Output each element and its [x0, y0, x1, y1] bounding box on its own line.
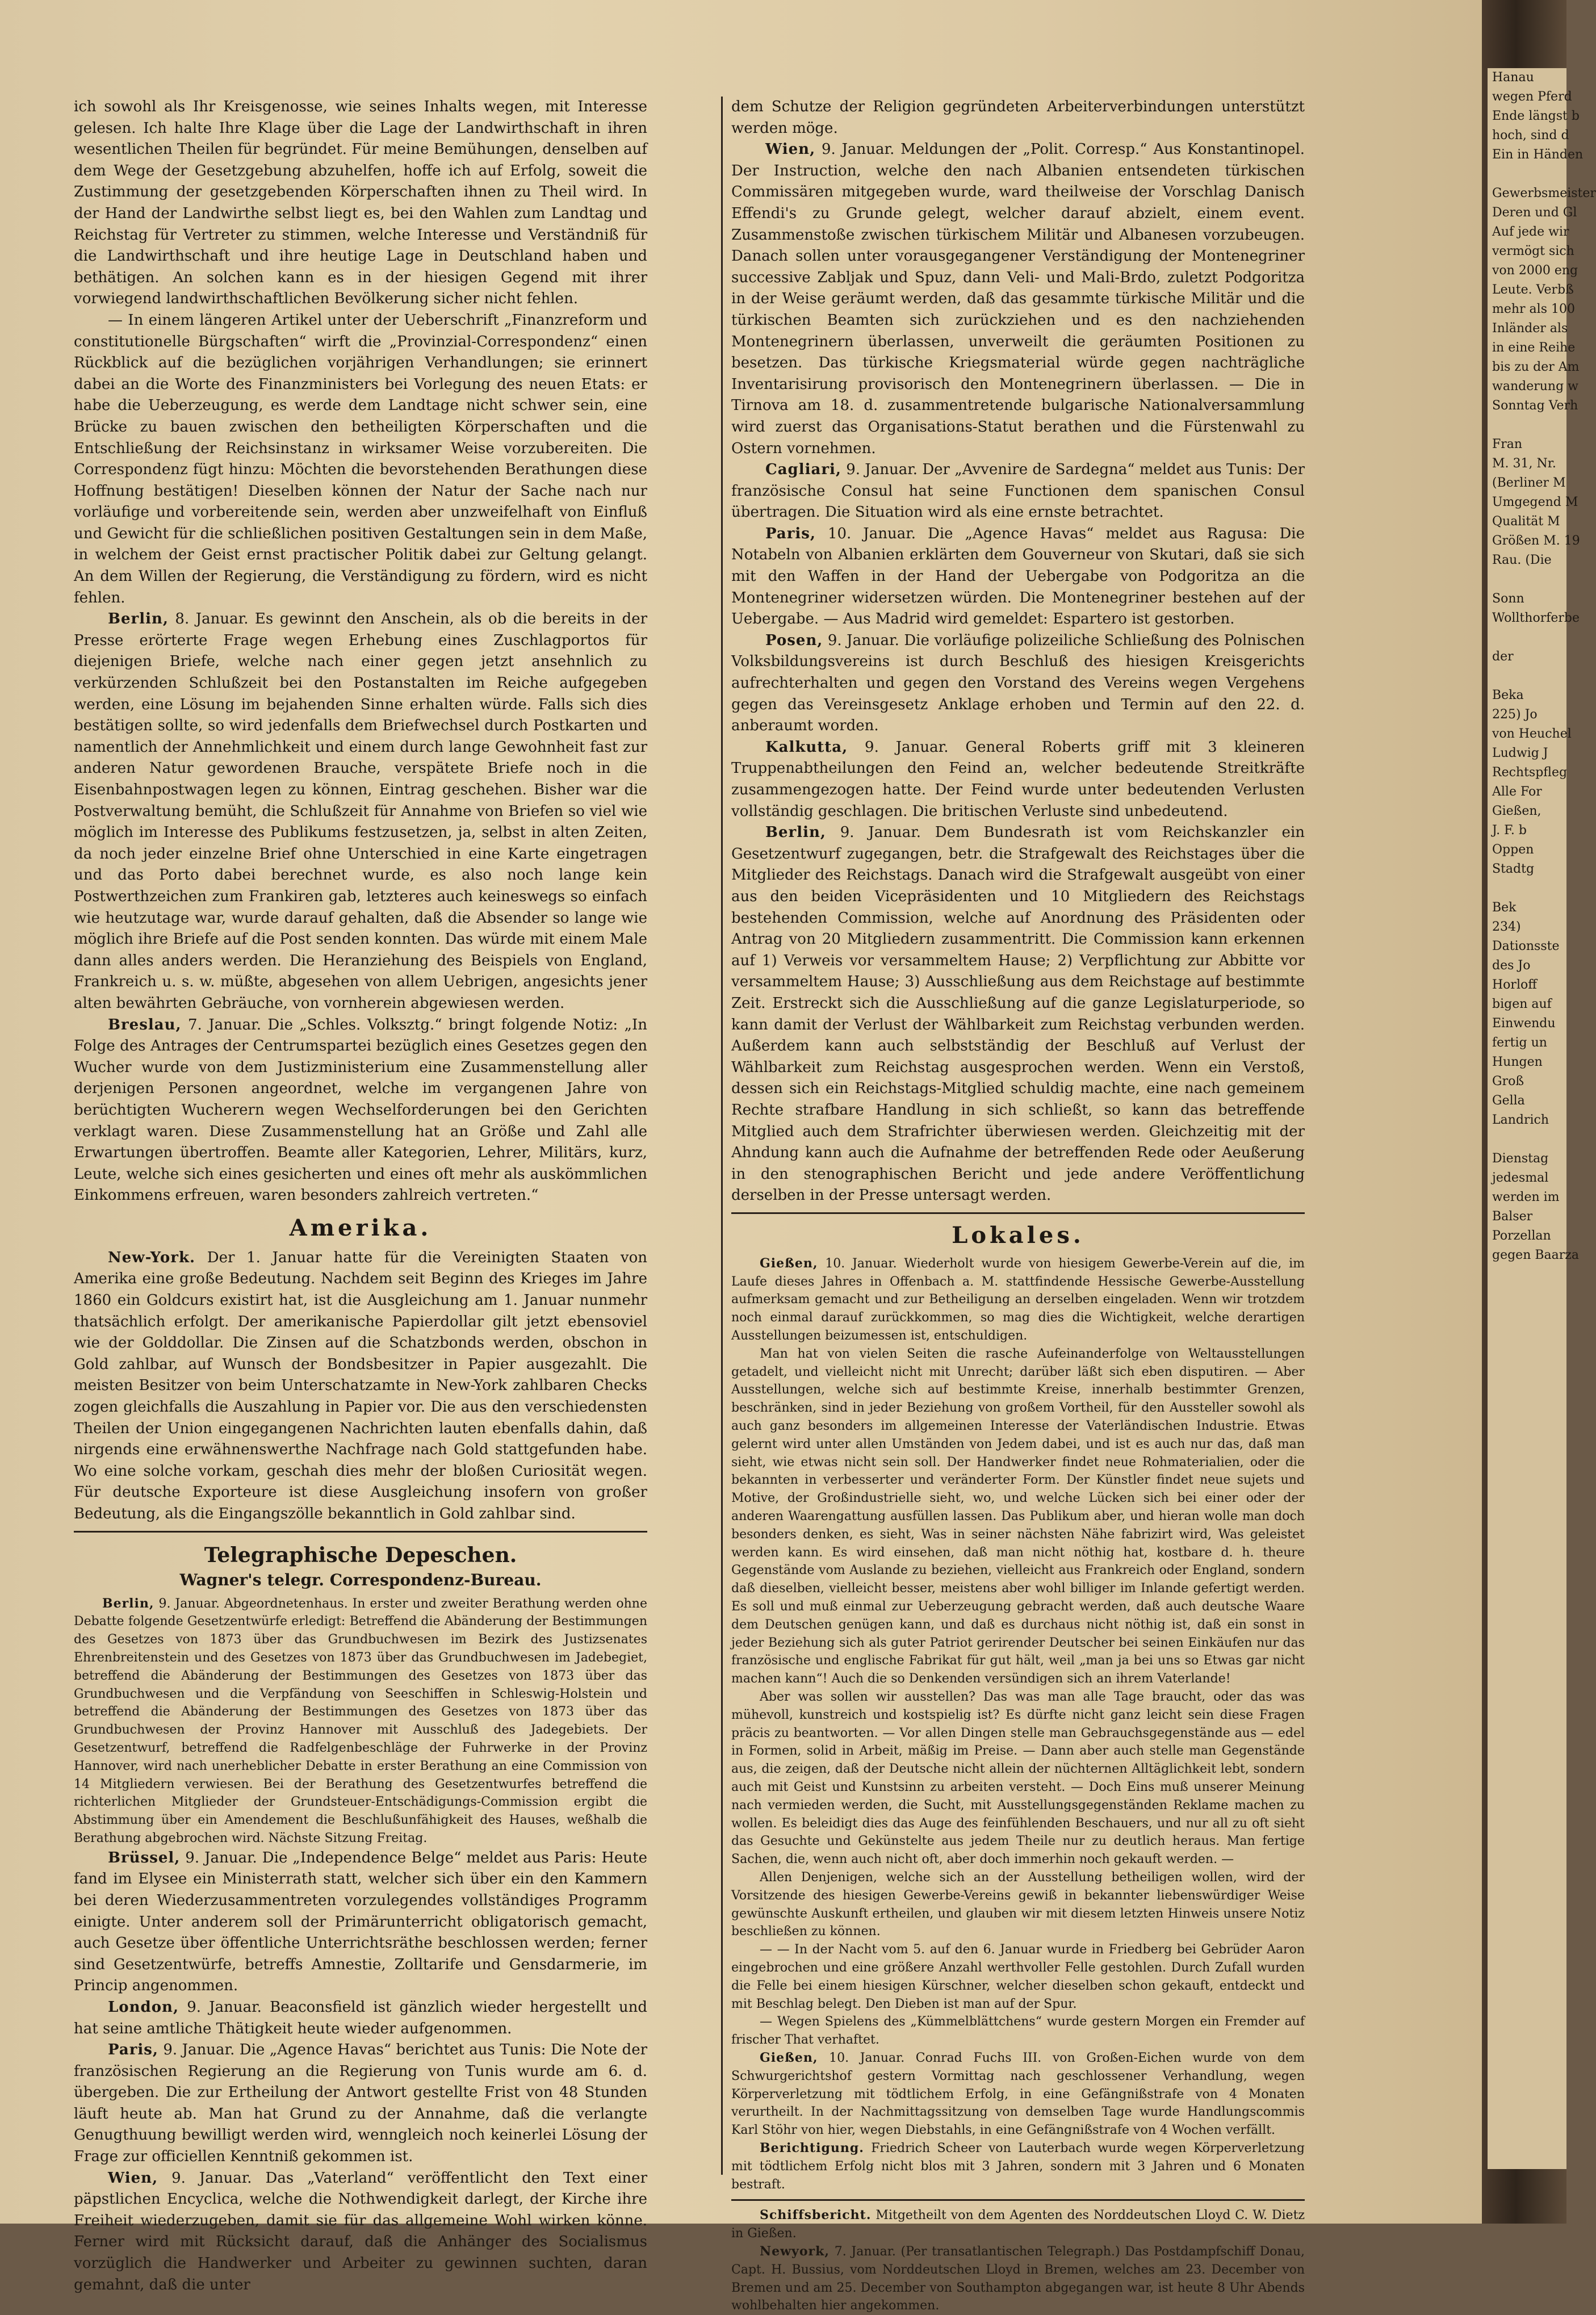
left-column [74, 97, 647, 2296]
fragment-line: Größen M. 19 [1492, 534, 1580, 548]
fragment-line: Gießen, [1492, 804, 1541, 818]
news-text: 7. Januar. (Per transatlantischen Telegraph.) Das Postdampfschiff Donau, Capt. H. Bussius, vom Norddeutschen Lloyd in Bremen, welches am 23. December von Bremen und am 25. December von Southampton abgegangen war, ist heute 8 Uhr Abends wohlbehalten hier angekommen. [731, 2244, 1305, 2313]
dateline: Kalkutta, [765, 738, 848, 756]
news-text: 9. Januar. Die „Independence Belge“ meldet aus Paris: Heute fand im Elysee ein Ministerrath statt, welcher sich über ein den Kammern bei deren Wiederzusammentreten vorzulegendes vollständiges Programm einigte. Unter anderem soll der Primärunterricht obligatorisch gemacht, auch Gesetze über öffentliche Unterrichtsräthe beschlossen werden; ferner sind Gesetzentwürfe, betreffs Amnestie, Zolltarife und Gensdarmerie, im Princip angenommen. [74, 1849, 648, 1995]
fragment-line: Ludwig J [1492, 746, 1548, 760]
fragment-line: Rau. (Die [1492, 553, 1552, 567]
fragment-line: Ende längst b [1492, 109, 1580, 123]
news-item-tel-berlin [74, 1595, 647, 1848]
dateline: Schiffsbericht. [760, 2208, 872, 2223]
news-text: 9. Januar. Dem Bundesrath ist vom Reichskanzler ein Gesetzentwurf zugegangen, betr. die Strafgewalt des Reichstages über die Mitglieder des Reichstags. Danach wird die Strafgewalt ausgeübt von einer aus den beiden Vicepräsidenten und 10 Mitgliedern des Reichstags bestehenden Commission, welche auf Anordnung des Präsidenten oder Antrag von 20 Mitgliedern zusammentritt. Die Commission kann erkennen auf 1) Verweis vor versammeltem Hause; 2) Verpflichtung zur Abbitte vor versammeltem Hause; 3) Ausschließung aus dem Reichstage auf bestimmte Zeit. Erstreckt sich die Ausschließung auf die ganze Legislaturperiode, so kann damit der Verlust der Wählbarkeit zum Reichstag verbunden werden. Außerdem kann auch selbstständig der Beschluß auf Verlust der Wählbarkeit zum Reichstag ausgesprochen werden. Wenn ein Verstoß, dessen sich ein Reichstags-Mitglied schuldig machte, eine nach gemeinem Rechte strafbare Handlung in sich schließt, so kann das betreffende Mitglied auch dem Strafrichter überwiesen werden. Gleichzeitig mit der Ahndung kann auch die Aufnahme der betreffenden Rede oder Aeußerung in den stenographischen Bericht und jede andere Veröffentlichung derselben in der Presse untersagt werden. [731, 824, 1305, 1204]
fragment-line: Alle For [1492, 785, 1542, 799]
fragment-line: Umgegend M [1492, 495, 1578, 509]
divider [731, 1212, 1305, 1214]
fragment-line: Dienstag [1492, 1152, 1549, 1166]
fragment-line: Beka [1492, 688, 1524, 702]
news-item-newyork [731, 2243, 1305, 2315]
news-text: 8. Januar. Es gewinnt den Anschein, als ob die bereits in der Presse erörterte Frage wegen Erhebung eines Zuschlagportos für diejenigen Briefe, welche nach einer gegen jetzt ansehnlich zu verkürzenden Schlußzeit bei den Postanstalten im Reiche aufgegeben werden, eine Lösung im bejahenden Sinne erhalten würde. Falls sich dies bestätigen sollte, so wird jedenfalls dem Briefwechsel durch Postkarten und namentlich der Annehmlichkeit und einem durch lange Gewohnheit fast zur anderen Natur gewordenen Brauche, verspätete Briefe noch in die Eisenbahnpostwagen legen zu können, Eintrag geschehen. Bisher war die Postverwaltung bemüht, die Schlußzeit für Annahme von Briefen so viel wie möglich im Interesse des Publikums festzusetzen, ja, selbst in alten Zeiten, da noch jeder einzelne Brief ohne Unterschied in eine Karte eingetragen und das Porto dabei berechnet wurde, es also noch lange kein Postwerthzeichen zum Frankiren gab, letzteres auch keineswegs so einfach wie heutzutage war, wurde darauf gehalten, daß die Absender so lange wie möglich ihre Briefe auf die Post senden konnten. Das würde mit einem Male dann alles anders werden. Die Heranziehung des Beispiels von England, Frankreich u. s. w. müßte, abgesehen von allem Uebrigen, angesichts jener alten bewährten Gebräuche, von vornherein abgewiesen werden. [74, 610, 648, 1012]
dateline: Berichtigung. [760, 2140, 864, 2155]
news-text: Friedrich Scheer von Lauterbach wurde wegen Körperverletzung mit tödtlichem Erfolg nicht blos mit 3 Jahren, sondern mit 3 Jahren und 6 Monaten bestraft. [731, 2141, 1305, 2192]
news-item-kalkutta [731, 737, 1305, 822]
fragment-line: Bek [1492, 901, 1517, 915]
fragment-line [1492, 667, 1566, 686]
fragment-line [1492, 1130, 1566, 1149]
right-column [731, 97, 1305, 2315]
divider [74, 1531, 647, 1533]
telegraph-berlin-block [74, 1595, 647, 1848]
fragment-line: mehr als 100 [1492, 302, 1575, 316]
fragment-line: M. 31, Nr. [1492, 457, 1556, 471]
column-divider [721, 97, 723, 2175]
news-text: 10. Januar. Conrad Fuchs III. von Großen-Eichen wurde von dem Schwurgerichtshof gestern Vormittag nach geschlossener Verhandlung, wegen Körperverletzung mit tödtlichem Erfolg, in eine Gefängnißstrafe von 4 Monaten verurtheilt. In der Nachmittagssitzung von demselben Tage wurde Handlungscommis Karl Stöhr von hier, wegen Diebstahls, in eine Gefängnißstrafe von 4 Wochen verfällt. [731, 2050, 1305, 2138]
news-text: 9. Januar. Die „Agence Havas“ berichtet aus Tunis: Die Note der französischen Regierung an die Regierung von Tunis wurde am 6. d. übergeben. Die zur Ertheilung der Antwort gestellte Frist von 48 Stunden läuft heute ab. Man hat Grund zu der Annahme, daß die verlangte Genugthuung bewilligt werden wird, wenngleich noch keinerlei Lösung der Frage zur officiellen Kenntniß gekommen ist. [74, 2041, 648, 2166]
news-item-breslau [74, 1015, 647, 1207]
adjacent-page-fragment [1488, 68, 1596, 2169]
fragment-line: werden im [1492, 1190, 1560, 1204]
fragment-line: Hungen [1492, 1055, 1543, 1069]
news-text: 9. Januar. Die vorläufige polizeiliche Schließung des Polnischen Volksbildungsvereins ist durch Beschluß des hiesigen Kreisgerichts aufrechterhalten und gegen den Vorstand des Vereins wegen Vergehens gegen das Vereinsgesetz Anklage erhoben und Termin auf den 22. d. anberaumt worden. [731, 631, 1305, 735]
fragment-line: Leute. Verbß [1492, 283, 1574, 297]
fragment-line: 234) [1492, 920, 1521, 934]
fragment-line: Deren und Gl [1492, 206, 1577, 220]
fragment-line: Landrich [1492, 1113, 1549, 1127]
fragment-line: Oppen [1492, 843, 1534, 857]
fragment-line: bigen auf [1492, 997, 1552, 1011]
paragraph: ich sowohl als Ihr Kreisgenosse, wie seines Inhalts wegen, mit Interesse gelesen. Ich halte Ihre Klage über die Lage der Landwirthschaft in ihren wesentlichen Theilen für begründet. Für meine Bemühungen, denselben auf dem Wege der Gesetzgebung abzuhelfen, hoffe ich auf Erfolg, soweit die Zustimmung der gesetzgebenden Körperschaften ihnen zu Theil wird. In der Hand der Landwirthe selbst liegt es, bei den Wahlen zum Landtag und Reichstag für Vertreter zu stimmen, welche Interesse und Verständniß für die Landwirthschaft und ihre heutige Lage in Deutschland haben und bethätigen. An solchen kann es in der hiesigen Gegend mit ihrer vorwiegend landwirthschaftlichen Bevölkerung sicher nicht fehlen. [74, 98, 647, 308]
fragment-line: Fran [1492, 437, 1523, 451]
fragment-line: bis zu der Am [1492, 360, 1580, 374]
paragraph: — Wegen Spielens des „Kümmelblättchens“ wurde gestern Morgen ein Fremder auf frischer That verhaftet. [731, 2015, 1305, 2048]
paragraph: dem Schutze der Religion gegründeten Arbeiterverbindungen unterstützt werden möge. [731, 98, 1305, 137]
news-item-berichtigung [731, 2140, 1305, 2193]
fragment-line: von 2000 eng [1492, 263, 1578, 278]
fragment-line: Groß [1492, 1074, 1524, 1089]
lokales-block [731, 1255, 1305, 2315]
news-text: 9. Januar. Der „Avvenire de Sardegna“ meldet aus Tunis: Der französische Consul hat seine Functionen dem spanischen Consul übertragen. Die Situation wird als eine ernste betrachtet. [731, 461, 1305, 521]
fragment-line: wegen Pferd [1492, 90, 1572, 104]
fragment-line [1492, 628, 1566, 647]
divider [731, 2199, 1305, 2201]
news-item-newyork [74, 1247, 647, 1525]
news-text: 10. Januar. Wiederholt wurde von hiesigem Gewerbe-Verein auf die, im Laufe dieses Jahres in Offenbach a. M. stattfindende Hessische Gewerbe-Ausstellung aufmerksam gemacht und zur Betheiligung an derselben eingeladen. Wenn wir trotzdem noch einmal darauf zurückkommen, so mag dies die Wichtigkeit, welche derartigen Ausstellungen beizumessen ist, entschuldigen. [731, 1256, 1305, 1343]
paragraph: — — In der Nacht vom 5. auf den 6. Januar wurde in Friedberg bei Gebrüder Aaron eingebrochen und eine größere Anzahl werthvoller Felle gestohlen. Durch Zufall wurden die Felle bei einem hiesigen Kürschner, welcher dieselben schon gekauft, entdeckt und mit Beschlag belegt. Den Dieben ist man auf der Spur. [731, 1943, 1305, 2011]
fragment-line: Wollthorferbe [1492, 611, 1580, 625]
fragment-line: Qualität M [1492, 514, 1560, 529]
fragment-line: Hanau [1492, 70, 1534, 85]
fragment-line: (Berliner M [1492, 476, 1566, 490]
dateline: Breslau, [108, 1016, 182, 1033]
fragment-line: fertig un [1492, 1036, 1547, 1050]
news-text: 10. Januar. Die „Agence Havas“ meldet aus Ragusa: Die Notabeln von Albanien erklärten dem Gouverneur von Skutari, daß sie sich mit den Waffen in der Hand der Uebergabe von Podgoritza an die Montenegriner widersetzen würden. Die Montenegriner bestehen auf der Uebergabe. — Aus Madrid wird gemeldet: Espartero ist gestorben. [731, 525, 1305, 628]
dateline: Paris, [765, 525, 816, 542]
news-item-schiffsbericht [731, 2207, 1305, 2243]
paragraph: — In einem längeren Artikel unter der Ueberschrift „Finanzreform und constitutionelle Bürgschaften“ wirft die „Provinzial-Correspondenz“ einen Rückblick auf die bezüglichen vorjährigen Verhandlungen; sie erinnert dabei an die Worte des Finanzministers bei Vorlegung des neuen Etats: er habe die Ueberzeugung, es werde dem Landtage nicht schwer sein, eine Brücke zu bauen zwischen den betheiligten Körperschaften und die Entschließung der Reichsinstanz in wirksamer Weise vorzubereiten. Die Correspondenz fügt hinzu: Möchten die bevorstehenden Berathungen diese Hoffnung bestätigen! Dieselben können der Natur der Sache nach nur vorläufige und vorbereitende sein, werden aber unzweifelhaft von Einfluß und Gewicht für die schließlichen positiven Gestaltungen sein in dem Maße, in welchem der Geist ernst practischer Politik dabei zur Geltung gelangt. An dem Willen der Regierung, die Verständigung zu fördern, wird es nicht fehlen. [74, 311, 647, 606]
news-item-berlin [731, 822, 1305, 1207]
section-heading-lokales: Lokales. [952, 1221, 1084, 1249]
news-item-bruessel [74, 1848, 647, 1997]
fragment-line: wanderung w [1492, 379, 1578, 393]
fragment-line [1492, 416, 1566, 435]
news-item-paris [731, 524, 1305, 630]
dateline: Wien, [765, 141, 816, 158]
news-text: 9. Januar. Das „Vaterland“ veröffentlicht den Text einer päpstlichen Encyclica, welche die Nothwendigkeit darlegt, der Kirche ihre Freiheit wiederzugeben, damit sie für das allgemeine Wohl wirken könne. Ferner wird mit Rücksicht darauf, daß die Anhänger des Socialismus vorzüglich die Handwerker und Arbeiter zu gewinnen suchten, daran gemahnt, daß die unter [74, 2169, 647, 2293]
news-text: 9. Januar. Meldungen der „Polit. Corresp.“ Aus Konstantinopel. Der Instruction, welche den nach Albanien entsendeten türkischen Commissären mitgegeben wurde, ward theilweise der Vorschlag Danisch Effendi's zu Grunde gelegt, welcher darauf abzielt, einem event. Zusammenstoße zwischen türkischem Militär und Albanesen vorzubeugen. Danach sollen unter vorausgegangener Verständigung der Montenegriner successive Zabljak und Spuz, dann Veli- und Mali-Brdo, zuletzt Podgoritza in der Weise geräumt werden, daß das gesammte türkische Militär und die türkischen Beamten sich zurückziehen und es den nachziehenden Montenegrinern überlassen, unverweilt die geräumten Positionen zu besetzen. Das türkische Kriegsmaterial würde gegen nachträgliche Inventarisirung provisorisch den Montenegrinern überlassen. — Die in Tirnova am 18. d. zusammentretende bulgarische Nationalversammlung wird zuerst das Organisations-Statut berathen und die Fürstenwahl zu Ostern vornehmen. [731, 141, 1305, 457]
fragment-line: hoch, sind d [1492, 128, 1569, 143]
dateline: New-York. [108, 1249, 196, 1266]
dateline: Paris, [108, 2041, 158, 2059]
fragment-line: des Jo [1492, 958, 1531, 973]
fragment-line: Stadtg [1492, 862, 1535, 876]
fragment-line [1492, 879, 1566, 898]
fragment-line: in eine Reihe [1492, 341, 1576, 355]
fragment-line: Horloff [1492, 978, 1537, 992]
paragraph: Aber was sollen wir ausstellen? Das was man alle Tage braucht, oder das was mühevoll, kunstreich und kostspielig ist? Es dürfte nicht ganz leicht sein diese Fragen präcis zu beantworten. — Vor allen Dingen stelle man Gebrauchsgegenstände aus — edel in Formen, solid in Arbeit, mäßig im Preise. — Dann aber auch stelle man Gegenstände aus, die zeigen, daß der Deutsche nicht allein der nüchternen Alltäglichkeit lebt, sondern auch mit Geist und Kunstsinn zu arbeiten versteht. — Doch Eins muß unserer Meinung nach vermieden werden, die Sucht, mit Ausstellungsgegenständen Reklame machen zu wollen. Es beleidigt dies das Auge des feinfühlenden Beschauers, und nur all zu oft sieht das Gesuchte und Gekünstelte aus jedem Theile nur zu deutlich heraus. Man fertige Sachen, die, wenn auch nicht oft, aber doch immerhin noch gekauft werden. — [731, 1690, 1305, 1867]
section-subheading: Wagner's telegr. Correspondenz-Bureau. [179, 1570, 542, 1589]
news-item-wien [731, 139, 1305, 459]
fragment-line [1492, 570, 1566, 589]
news-item-giessen [731, 1255, 1305, 1345]
fragment-line: Dationsste [1492, 939, 1560, 953]
fragment-line: Rechtspfleg [1492, 765, 1568, 780]
fragment-line: jedesmal [1492, 1171, 1549, 1185]
news-text: Der 1. Januar hatte für die Vereinigten Staaten von Amerika eine große Bedeutung. Nachdem seit Beginn des Krieges im Jahre 1860 ein Goldcurs existirt hat, ist die Ausgleichung am 1. Januar nunmehr thatsächlich erfolgt. Der amerikanische Papierdollar gilt jetzt ebensoviel wie der Golddollar. Die Zinsen auf die Schatzbonds werden, obschon in Gold zahlbar, auf Wunsch der Bondsbesitzer in Papier ausgezahlt. Die meisten Besitzer von beim Unterschatzamte in New-York zahlbaren Checks zogen gleichfalls die Auszahlung in Papier vor. Die aus den verschiedensten Theilen der Union eingegangenen Nachrichten lauten ebenfalls dahin, daß nirgends eine erwähnenswerthe Nachfrage nach Gold stattgefunden habe. Wo eine solche vorkam, geschah dies mehr der bloßen Curiosität wegen. Für deutsche Exporteure ist diese Ausgleichung insofern von großer Bedeutung, als die Eingangszölle bekanntlich in Gold zahlbar sind. [74, 1249, 647, 1522]
section-heading-telegraph: Telegraphische Depeschen. [204, 1543, 517, 1567]
fragment-line: Gella [1492, 1094, 1525, 1108]
news-item-wien [74, 2168, 647, 2296]
dateline: Cagliari, [765, 461, 841, 479]
dateline: London, [108, 1998, 179, 2016]
dateline: Brüssel, [108, 1849, 181, 1866]
news-item-london [74, 1997, 647, 2040]
news-text: 9. Januar. General Roberts griff mit 3 kleineren Truppenabtheilungen den Feind an, welcher bedeutende Streitkräfte zusammengezogen hatte. Der Feind wurde unter bedeutenden Verlusten vollständig geschlagen. Die britischen Verluste sind unbedeutend. [731, 738, 1305, 820]
news-text: 9. Januar. Abgeordnetenhaus. In erster und zweiter Berathung werden ohne Debatte folgende Gesetzentwürfe erledigt: Betreffend die Abänderung der Bestimmungen des Gesetzes von 1873 über das Grundbuchwesen im Bezirk des Justizsenates Ehrenbreitenstein und des Gesetzes von 1873 über das Grundbuchwesen im Jadebegiet, betreffend die Abänderung der Bestimmungen des Gesetzes von 1873 über das Grundbuchwesen und die Verpfändung von Seeschiffen in Schleswig-Holstein und betreffend die Abänderung der Bestimmungen des Gesetzes von 1873 über das Grundbuchwesen der Provinz Hannover mit Ausschluß des Jadegebiets. Der Gesetzentwurf, betreffend die Radfelgenbeschläge der Fuhrwerke in der Provinz Hannover, wird nach unerheblicher Debatte in erster Berathung an eine Commission von 14 Mitgliedern verwiesen. Bei der Berathung des Gesetzentwurfes betreffend die richterlichen Mitglieder der Grundsteuer-Entschädigungs-Commission ergibt die Abstimmung über ein Amendement die Beschlußunfähigkeit des Hauses, weßhalb die Berathung abgebrochen wird. Nächste Sitzung Freitag. [74, 1596, 647, 1845]
fragment-line: Porzellan [1492, 1229, 1551, 1243]
news-item-posen [731, 630, 1305, 737]
dateline: Gießen, [760, 2050, 818, 2065]
fragment-line: Balser [1492, 1209, 1533, 1224]
fragment-line: vermögt sich [1492, 244, 1574, 258]
dateline: Berlin, [108, 610, 169, 628]
dateline: Gießen, [760, 1255, 818, 1271]
fragment-line: der [1492, 650, 1514, 664]
news-item-cagliari [731, 459, 1305, 524]
fragment-line: 225) Jo [1492, 708, 1538, 722]
fragment-line: J. F. b [1492, 823, 1527, 838]
news-text: 7. Januar. Die „Schles. Volksztg.“ bringt folgende Notiz: „In Folge des Antrages der Centrumspartei bezüglich eines Gesetzes gegen den Wucher wurde von dem Justizministerium eine Zusammenstellung aller derjenigen Personen angeordnet, welche im vergangenen Jahre von berüchtigten Wucherern wegen Wechselforderungen bei den Gerichten verklagt waren. Diese Zusammenstellung hat an Größe und Zahl alle Erwartungen übertroffen. Beamte aller Kategorien, Lehrer, Militärs, kurz, Leute, welche sich eines gesicherten und eines oft mehr als auskömmlichen Einkommens erfreuen, waren besonders zahlreich vertreten.“ [74, 1016, 648, 1204]
news-item-berlin [74, 609, 647, 1014]
dateline: Posen, [765, 631, 823, 649]
fragment-line: Gewerbsmeister [1492, 186, 1596, 200]
news-item-giessen [731, 2049, 1305, 2140]
dateline: Berlin, [765, 824, 826, 842]
fragment-line: Auf jede wir [1492, 225, 1569, 239]
dateline: Wien, [108, 2169, 158, 2187]
fragment-line: Sonn [1492, 592, 1524, 606]
news-text: 9. Januar. Beaconsfield ist gänzlich wieder hergestellt und hat seine amtliche Thätigkeit heute wieder aufgenommen. [74, 1998, 647, 2037]
news-item-paris [74, 2040, 647, 2168]
fragment-line: von Heuchel [1492, 727, 1572, 741]
paragraph: Allen Denjenigen, welche sich an der Ausstellung betheiligen wollen, wird der Vorsitzende des hiesigen Gewerbe-Vereins gewiß in bekannter liebenswürdiger Weise gewünschte Auskunft ertheilen, und glauben wir mit diesem letzten Hinweis unsere Notiz beschließen zu können. [731, 1870, 1305, 1939]
fragment-line: Ein in Händen [1492, 148, 1584, 162]
dateline: Newyork, [760, 2243, 830, 2259]
fragment-line: Sonntag Verh [1492, 399, 1578, 413]
fragment-line: Inländer als [1492, 321, 1568, 336]
section-heading-amerika: Amerika. [289, 1214, 432, 1241]
dateline: Berlin, [102, 1596, 154, 1611]
fragment-line [1492, 165, 1566, 184]
fragment-line: gegen Baarza [1492, 1248, 1579, 1262]
news-text: Mitgetheilt von dem Agenten des Norddeutschen Lloyd C. W. Dietz in Gießen. [731, 2208, 1305, 2241]
fragment-line: Einwendu [1492, 1016, 1556, 1031]
paragraph: Man hat von vielen Seiten die rasche Aufeinanderfolge von Weltausstellungen getadelt, und vielleicht nicht mit Unrecht; darüber läßt sich eben disputiren. — Aber Ausstellungen, welche sich auf bestimmte Kreise, innerhalb bestimmter Grenzen, beschränken, sind in jeder Beziehung von großem Vortheil, für den Aussteller sowohl als auch ganz besonders im allgemeinen Interesse der Vaterländischen Industrie. Etwas gelernt wird unter allen Umständen von Jedem dabei, und ist es auch nur das, daß man sieht, wie etwas nicht sein soll. Der Handwerker findet neue Rohmaterialien, oder die bekannten in verbesserter und veränderter Form. Der Künstler findet neue sujets und Motive, der Großindustrielle sieht, wo, und welche Lücken sich bei einer oder der anderen Waarengattung ausfüllen lassen. Das Publikum aber, und hieran wolle man doch besonders denken, es sieht, Was in seiner nächsten Nähe fabrizirt wird, Was geleistet werden kann. Es wird einsehen, daß man nicht nöthig hat, kostbare d. h. theure Gegenstände vom Auslande zu beziehen, vielleicht aus Frankreich oder England, sondern daß dieselben, vielleicht besser, meistens aber wohl billiger im Inlande gefertigt werden. Es soll und muß einmal zur Ueberzeugung gebracht werden, daß auch deutsche Waare dem Deutschen genügen kann, und daß es durchaus nicht nöthig ist, daß ein sonst in jeder Beziehung sich als guter Patriot gerirender Deutscher bei seinen Einkäufen nur das französische und englische Fabrikat für gut hält, weil „man ja bei uns so Etwas gar nicht machen kann“! Auch die so Denkenden versündigen sich an ihrem Vaterlande! [731, 1346, 1305, 1686]
